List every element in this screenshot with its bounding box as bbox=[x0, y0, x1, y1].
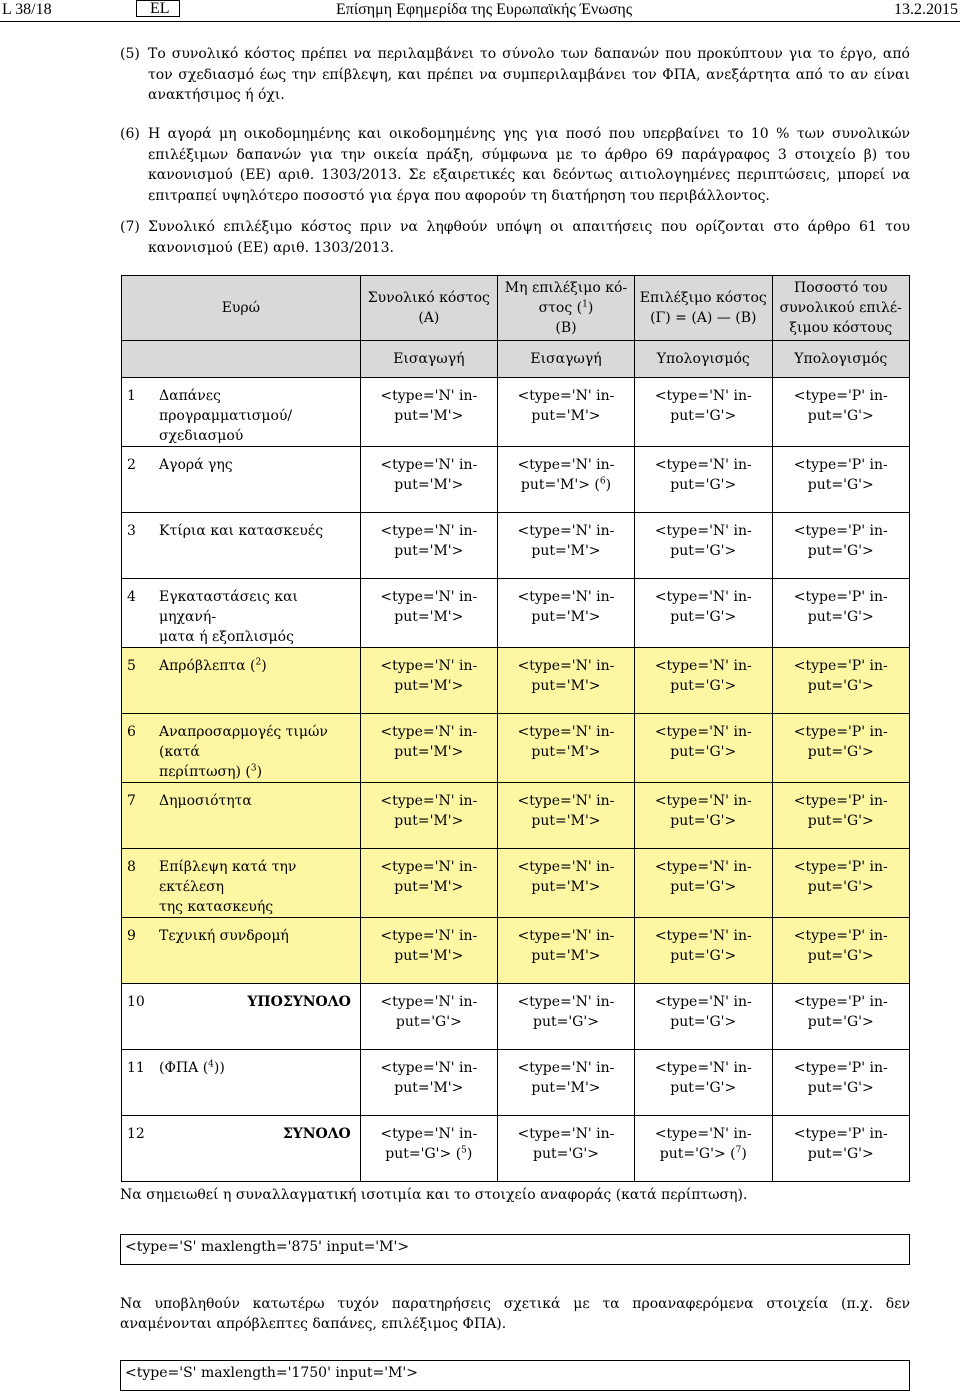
eligible-cost-field: <type='N' in- put='G'> bbox=[635, 918, 772, 984]
header-currency: Ευρώ bbox=[122, 276, 361, 341]
table-row bbox=[122, 579, 910, 648]
table-row bbox=[122, 378, 910, 447]
header-ineligible-cost: Μη επιλέξιμο κό- στος ($^1$) (Β) bbox=[497, 276, 634, 341]
table-row bbox=[122, 1116, 910, 1182]
row-label bbox=[122, 513, 361, 579]
ineligible-cost-field[interactable]: <type='N' in- put='M'> ($^6$) bbox=[497, 447, 634, 513]
footnote-number: (5) bbox=[120, 46, 140, 62]
row-title: Αναπροσαρμογές τιμών (κατά περίπτωση) ($^3$) bbox=[159, 724, 328, 780]
ineligible-cost-field[interactable]: <type='N' in- put='M'> bbox=[497, 648, 634, 714]
row-title: Τεχνική συνδρομή bbox=[159, 928, 289, 944]
row-label bbox=[122, 648, 361, 714]
subheader-calc: Υπολογισμός bbox=[635, 341, 772, 378]
percentage-field: <type='P' in- put='G'> bbox=[772, 783, 910, 849]
row-number: 4 bbox=[127, 589, 136, 605]
ineligible-cost-field[interactable]: <type='N' in- put='M'> bbox=[497, 714, 634, 783]
total-cost-field[interactable]: <type='N' in- put='M'> bbox=[360, 1050, 497, 1116]
row-label bbox=[122, 447, 361, 513]
language-code: EL bbox=[136, 0, 180, 17]
row-label bbox=[122, 783, 361, 849]
row-label bbox=[122, 378, 361, 447]
ineligible-cost-field[interactable]: <type='N' in- put='M'> bbox=[497, 849, 634, 918]
total-cost-field[interactable]: <type='N' in- put='M'> bbox=[360, 918, 497, 984]
total-cost-field[interactable]: <type='N' in- put='M'> bbox=[360, 714, 497, 783]
percentage-field: <type='P' in- put='G'> bbox=[772, 447, 910, 513]
total-cost-field[interactable]: <type='N' in- put='M'> bbox=[360, 648, 497, 714]
total-cost-field[interactable]: <type='N' in- put='M'> bbox=[360, 513, 497, 579]
eligible-cost-field: <type='N' in- put='G'> bbox=[635, 378, 772, 447]
exchange-rate-note: Να σημειωθεί η συναλλαγματική ισοτιμία και το στοιχείο αναφοράς (κατά περίπτωση). bbox=[120, 1187, 748, 1203]
row-title: Κτίρια και κατασκευές bbox=[159, 523, 324, 539]
total-cost-field[interactable]: <type='N' in- put='G'> bbox=[360, 984, 497, 1050]
header-percentage: Ποσοστό του συνολικού επιλέ- ξιμου κόστους bbox=[772, 276, 910, 341]
row-number: 10 bbox=[127, 994, 145, 1010]
percentage-field: <type='P' in- put='G'> bbox=[772, 579, 910, 648]
footnote-number: (7) bbox=[120, 219, 140, 235]
row-title: ΥΠΟΣΥΝΟΛΟ bbox=[247, 994, 351, 1010]
journal-title: Επίσημη Εφημερίδα της Ευρωπαϊκής Ένωσης bbox=[336, 1, 633, 18]
row-number: 6 bbox=[127, 724, 136, 740]
row-title: ΣΥΝΟΛΟ bbox=[282, 1126, 351, 1142]
row-title: Απρόβλεπτα ($^2$) bbox=[159, 657, 267, 674]
row-number: 3 bbox=[127, 523, 136, 539]
row-number: 5 bbox=[127, 658, 136, 674]
ineligible-cost-field[interactable]: <type='N' in- put='M'> bbox=[497, 1050, 634, 1116]
row-number: 11 bbox=[127, 1060, 145, 1076]
eligible-cost-field: <type='N' in- put='G'> bbox=[635, 984, 772, 1050]
ineligible-cost-field[interactable]: <type='N' in- put='G'> bbox=[497, 1116, 634, 1182]
footnote-text: Η αγορά μη οικοδομημένης και οικοδομημένης γης για ποσό που υπερβαίνει το 10 % των συνολικών επιλέξιμων δαπανών για την οικεία πράξη, σύμφωνα με το άρθρο 69 παράγραφος 3 στοιχείο β) του κανονισμού (ΕΕ) αριθ. 1303/2013. Σε εξαιρετικές και δεόντως αιτιολογημένες περιπτώσεις, μπορεί να επιτραπεί υψηλότερο ποσοστό για έργα που αφορούν τη διατήρηση του περιβάλλοντος. bbox=[148, 126, 910, 204]
row-title: Δημοσιότητα bbox=[159, 793, 252, 809]
row-title: Δαπάνες προγραμματισμού/ σχεδιασμού bbox=[159, 388, 293, 444]
table-row bbox=[122, 714, 910, 783]
footnote-5 bbox=[120, 44, 910, 106]
page-number: L 38/18 bbox=[2, 1, 52, 18]
table-header-row bbox=[122, 276, 910, 341]
total-cost-field[interactable]: <type='N' in- put='G'> ($^5$) bbox=[360, 1116, 497, 1182]
remarks-field[interactable]: <type='S' maxlength='1750' input='M'> bbox=[120, 1360, 910, 1391]
percentage-field: <type='P' in- put='G'> bbox=[772, 984, 910, 1050]
percentage-field: <type='P' in- put='G'> bbox=[772, 1050, 910, 1116]
cost-table bbox=[121, 275, 910, 1182]
subheader-calc: Υπολογισμός bbox=[772, 341, 910, 378]
exchange-rate-field[interactable]: <type='S' maxlength='875' input='M'> bbox=[120, 1234, 910, 1265]
row-number: 7 bbox=[127, 793, 136, 809]
ineligible-cost-field[interactable]: <type='N' in- put='M'> bbox=[497, 579, 634, 648]
row-label bbox=[122, 1116, 361, 1182]
ineligible-cost-field[interactable]: <type='N' in- put='M'> bbox=[497, 918, 634, 984]
subheader-empty bbox=[122, 341, 361, 378]
table-row bbox=[122, 513, 910, 579]
row-title: Αγορά γης bbox=[159, 457, 233, 473]
percentage-field: <type='P' in- put='G'> bbox=[772, 849, 910, 918]
percentage-field: <type='P' in- put='G'> bbox=[772, 714, 910, 783]
row-title: (ΦΠΑ ($^4$)) bbox=[159, 1059, 225, 1076]
row-label bbox=[122, 1050, 361, 1116]
eligible-cost-field: <type='N' in- put='G'> bbox=[635, 513, 772, 579]
table-subheader-row bbox=[122, 341, 910, 378]
eligible-cost-field: <type='N' in- put='G'> bbox=[635, 714, 772, 783]
row-label bbox=[122, 918, 361, 984]
header-eligible-cost: Επιλέξιμο κόστος (Γ) = (Α) — (Β) bbox=[635, 276, 772, 341]
subheader-input: Εισαγωγή bbox=[360, 341, 497, 378]
footnote-text: Το συνολικό κόστος πρέπει να περιλαμβάνει το σύνολο των δαπανών που προκύπτουν για το έργο, από τον σχεδιασμό έως την επίβλεψη, και πρέπει να συμπεριλαμβάνει τον ΦΠΑ, ανεξάρτητα από το αν είναι ανακτήσιμος ή όχι. bbox=[148, 46, 910, 103]
header-total-cost: Συνολικό κόστος (Α) bbox=[360, 276, 497, 341]
eligible-cost-field: <type='N' in- put='G'> bbox=[635, 783, 772, 849]
row-number: 1 bbox=[127, 388, 136, 404]
page-header bbox=[0, 0, 960, 22]
remarks-note: Να υποβληθούν κατωτέρω τυχόν παρατηρήσεις σχετικά με τα προαναφερόμενα στοιχεία (π.χ. δεν αναμένονται απρόβλεπτες δαπάνες, επιλέξιμος ΦΠΑ). bbox=[120, 1296, 910, 1332]
ineligible-cost-field[interactable]: <type='N' in- put='M'> bbox=[497, 783, 634, 849]
percentage-field: <type='P' in- put='G'> bbox=[772, 513, 910, 579]
eligible-cost-field: <type='N' in- put='G'> bbox=[635, 447, 772, 513]
subheader-input: Εισαγωγή bbox=[497, 341, 634, 378]
row-number: 12 bbox=[127, 1126, 145, 1142]
percentage-field: <type='P' in- put='G'> bbox=[772, 648, 910, 714]
table-row bbox=[122, 849, 910, 918]
row-label bbox=[122, 714, 361, 783]
publication-date: 13.2.2015 bbox=[894, 1, 958, 18]
table-row bbox=[122, 783, 910, 849]
table-row bbox=[122, 447, 910, 513]
table-row bbox=[122, 648, 910, 714]
ineligible-cost-field[interactable]: <type='N' in- put='M'> bbox=[497, 513, 634, 579]
total-cost-field[interactable]: <type='N' in- put='M'> bbox=[360, 378, 497, 447]
row-label bbox=[122, 984, 361, 1050]
ineligible-cost-field[interactable]: <type='N' in- put='G'> bbox=[497, 984, 634, 1050]
table-row bbox=[122, 918, 910, 984]
total-cost-field[interactable]: <type='N' in- put='M'> bbox=[360, 447, 497, 513]
row-number: 2 bbox=[127, 457, 136, 473]
eligible-cost-field: <type='N' in- put='G'> bbox=[635, 579, 772, 648]
footnote-7 bbox=[120, 217, 910, 258]
percentage-field: <type='P' in- put='G'> bbox=[772, 1116, 910, 1182]
row-label bbox=[122, 849, 361, 918]
footnote-text: Συνολικό επιλέξιμο κόστος πριν να ληφθούν υπόψη οι απαιτήσεις που ορίζονται στο άρθρο 61 του κανονισμού (ΕΕ) αριθ. 1303/2013. bbox=[148, 219, 910, 256]
eligible-cost-field: <type='N' in- put='G'> bbox=[635, 849, 772, 918]
total-cost-field[interactable]: <type='N' in- put='M'> bbox=[360, 849, 497, 918]
row-label bbox=[122, 579, 361, 648]
header-rule bbox=[0, 21, 960, 22]
eligible-cost-field: <type='N' in- put='G'> ($^7$) bbox=[635, 1116, 772, 1182]
row-number: 8 bbox=[127, 859, 136, 875]
percentage-field: <type='P' in- put='G'> bbox=[772, 918, 910, 984]
total-cost-field[interactable]: <type='N' in- put='M'> bbox=[360, 783, 497, 849]
table-row bbox=[122, 1050, 910, 1116]
row-number: 9 bbox=[127, 928, 136, 944]
percentage-field: <type='P' in- put='G'> bbox=[772, 378, 910, 447]
ineligible-cost-field[interactable]: <type='N' in- put='M'> bbox=[497, 378, 634, 447]
footnote-6 bbox=[120, 124, 910, 206]
eligible-cost-field: <type='N' in- put='G'> bbox=[635, 1050, 772, 1116]
row-title: Εγκαταστάσεις και μηχανή- ματα ή εξοπλισμός bbox=[159, 589, 299, 645]
footnote-number: (6) bbox=[120, 126, 140, 142]
total-cost-field[interactable]: <type='N' in- put='M'> bbox=[360, 579, 497, 648]
row-title: Επίβλεψη κατά την εκτέλεση της κατασκευής bbox=[159, 859, 297, 915]
eligible-cost-field: <type='N' in- put='G'> bbox=[635, 648, 772, 714]
table-row bbox=[122, 984, 910, 1050]
